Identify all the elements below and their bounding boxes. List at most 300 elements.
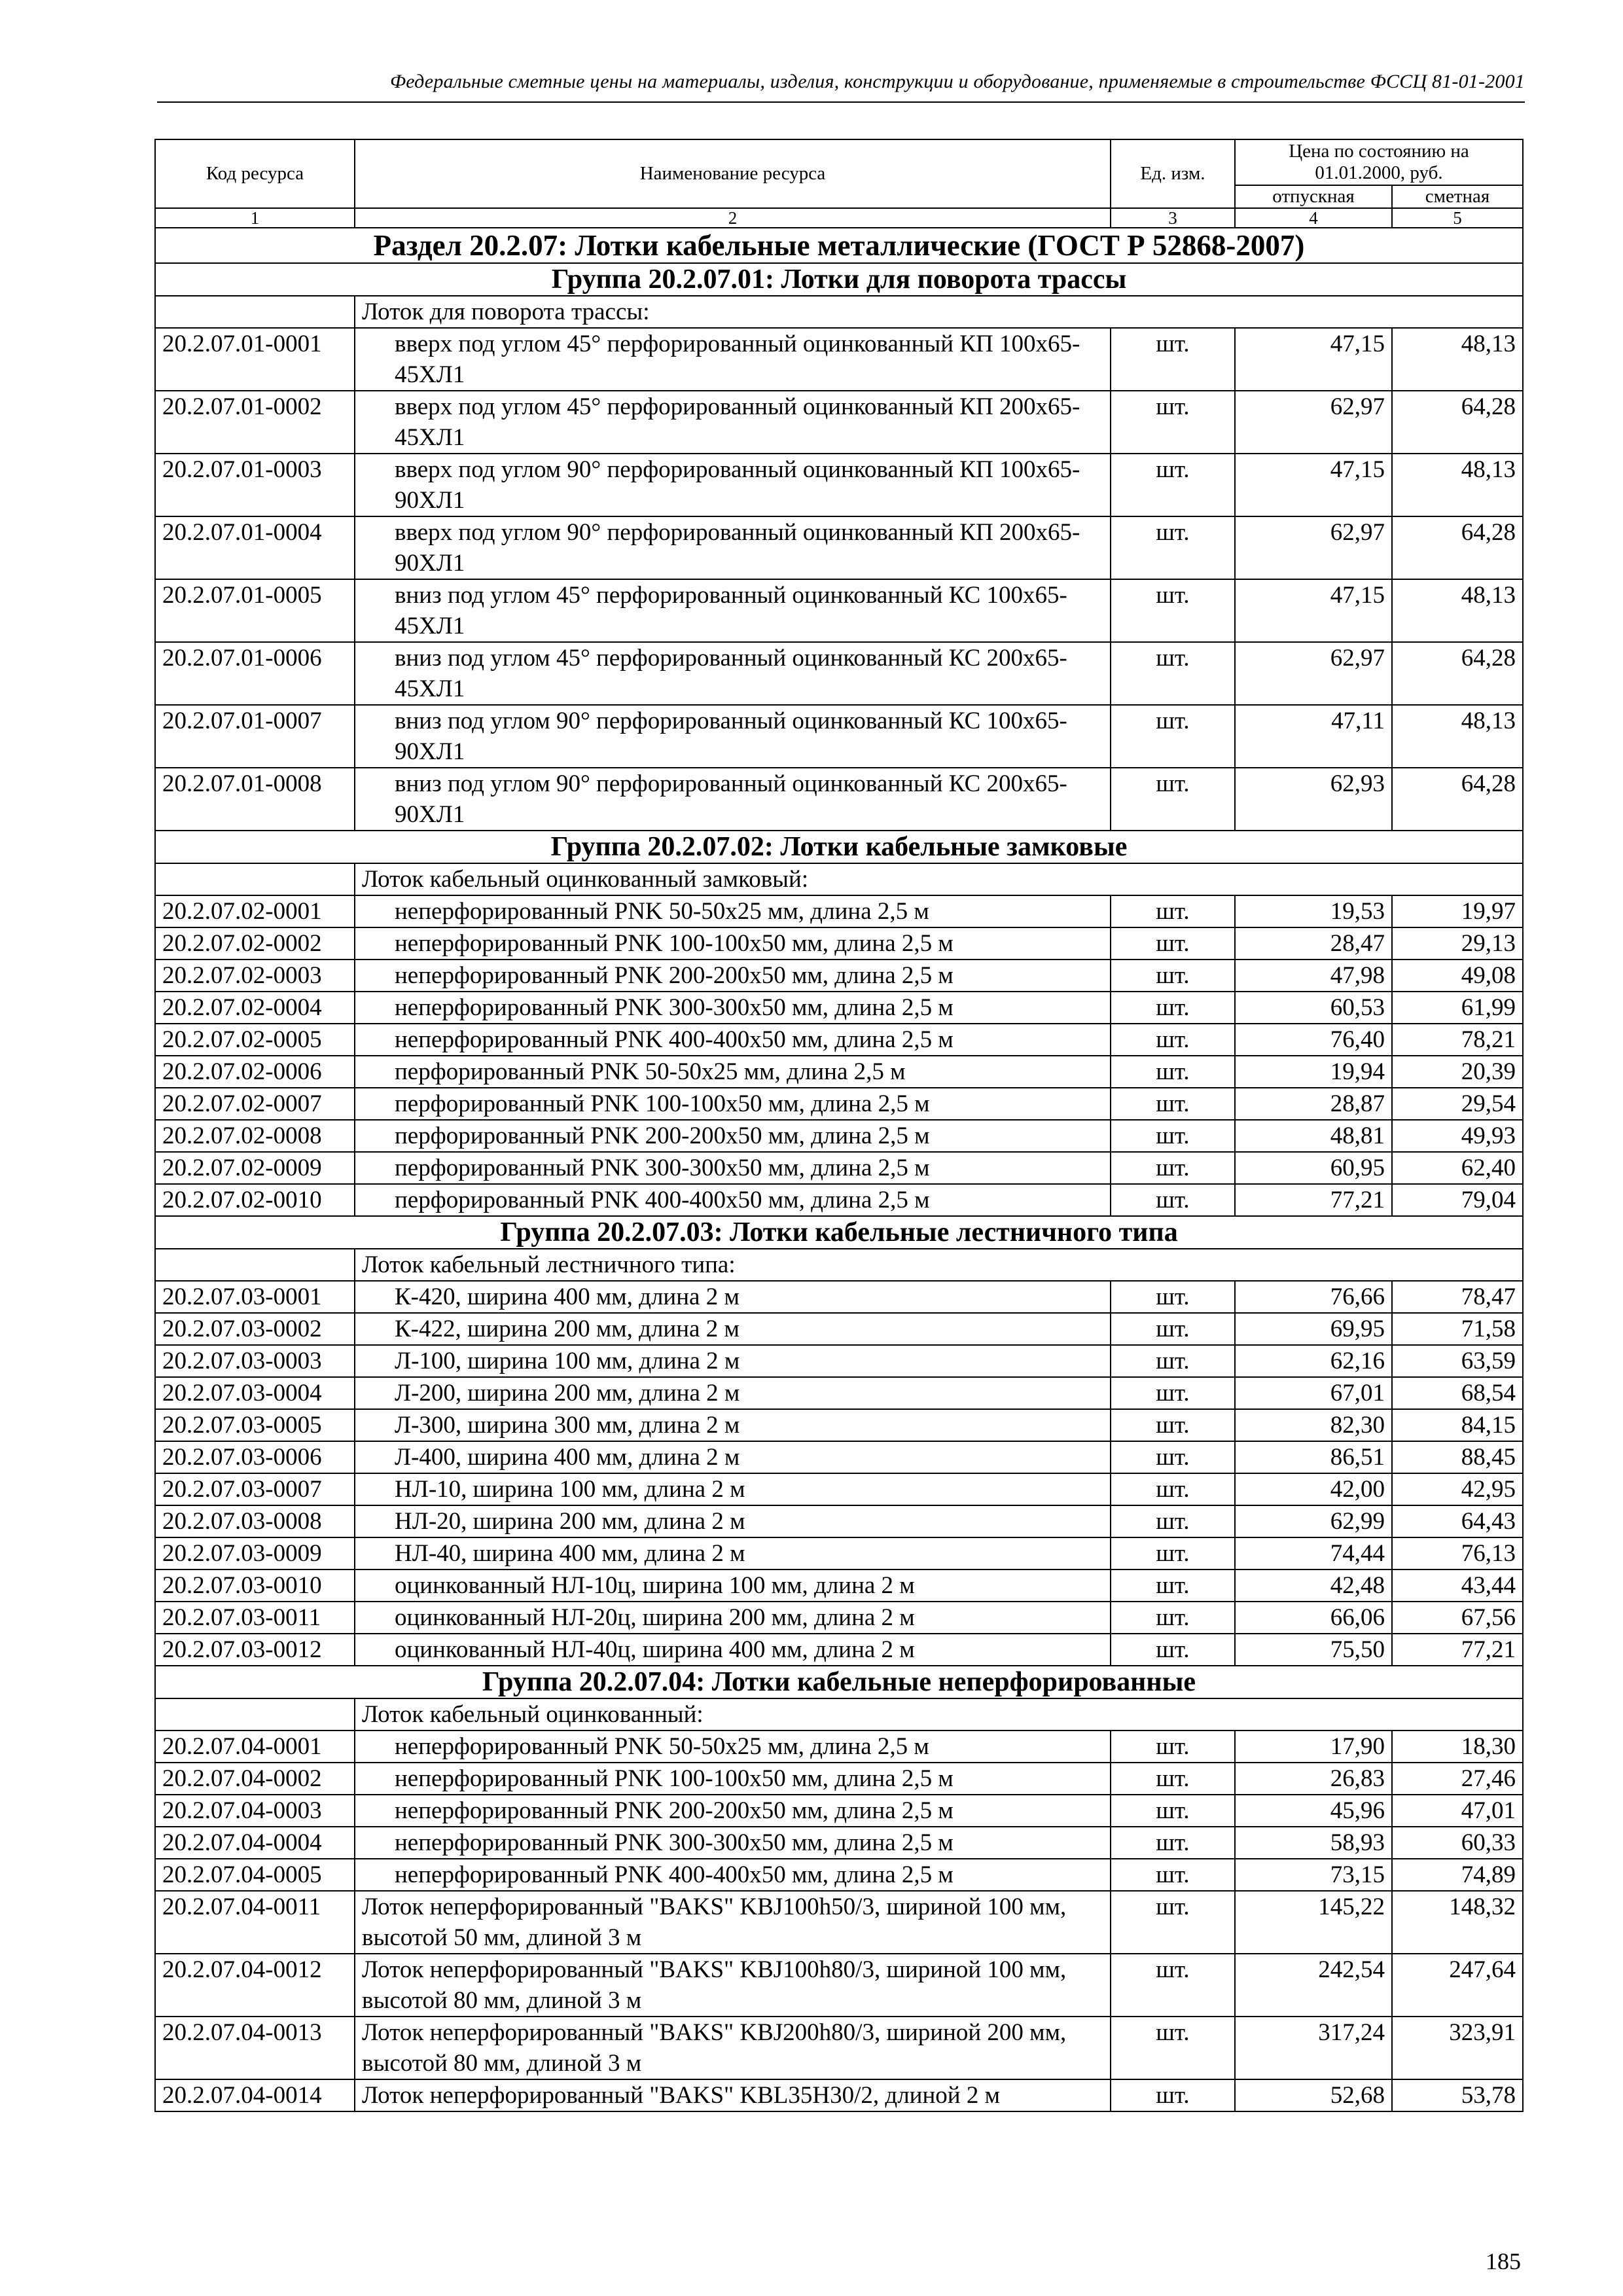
resource-name	[355, 1795, 1111, 1827]
estimate-price: 323,91	[1392, 2017, 1523, 2079]
unit-cell: шт.	[1111, 1505, 1235, 1537]
resource-name	[355, 1088, 1111, 1120]
resource-code: 20.2.07.02-0005	[155, 1024, 355, 1056]
unit-cell: шт.	[1111, 2017, 1235, 2079]
resource-name-text: Лоток неперфорированный "BAKS" KBL35H30/2, длиной 2 м	[362, 2082, 1000, 2109]
resource-name-text: Лоток неперфорированный "BAKS" KBJ100h50/3, шириной 100 мм, высотой 50 мм, длиной 3 м	[362, 1893, 1067, 1951]
unit-cell: шт.	[1111, 1891, 1235, 1954]
unit-cell: шт.	[1111, 1954, 1235, 2017]
resource-name	[355, 1184, 1111, 1216]
resource-code: 20.2.07.02-0004	[155, 992, 355, 1024]
release-price: 77,21	[1235, 1184, 1392, 1216]
table-row	[155, 1024, 1523, 1056]
resource-name-text: неперфорированный PNK 100-100х50 мм, длина 2,5 м	[395, 930, 954, 957]
estimate-price: 78,47	[1392, 1281, 1523, 1313]
estimate-price: 29,13	[1392, 927, 1523, 960]
estimate-price: 68,54	[1392, 1377, 1523, 1409]
release-price: 69,95	[1235, 1313, 1392, 1345]
resource-name-text: перфорированный PNK 200-200х50 мм, длина 2,5 м	[395, 1122, 930, 1149]
unit-cell: шт.	[1111, 927, 1235, 960]
resource-code: 20.2.07.03-0003	[155, 1345, 355, 1377]
group-row	[155, 831, 1523, 863]
resource-name-text: НЛ-40, ширина 400 мм, длина 2 м	[395, 1540, 745, 1567]
table-row	[155, 454, 1523, 516]
resource-name	[355, 642, 1111, 705]
resource-name-text: неперфорированный PNK 300-300х50 мм, длина 2,5 м	[395, 994, 954, 1021]
table-body	[155, 228, 1523, 2111]
resource-code: 20.2.07.04-0011	[155, 1891, 355, 1954]
resource-name	[355, 1409, 1111, 1441]
resource-name	[355, 1152, 1111, 1184]
table-row	[155, 1088, 1523, 1120]
resource-name-text: неперфорированный PNK 200-200х50 мм, длина 2,5 м	[395, 1797, 954, 1824]
release-price: 60,95	[1235, 1152, 1392, 1184]
resource-code: 20.2.07.01-0001	[155, 328, 355, 391]
empty-cell	[155, 863, 355, 895]
resource-code: 20.2.07.01-0005	[155, 579, 355, 642]
table-row	[155, 1570, 1523, 1602]
subheading-row	[155, 1698, 1523, 1731]
unit-cell: шт.	[1111, 516, 1235, 579]
resource-code: 20.2.07.02-0001	[155, 895, 355, 927]
estimate-price: 148,32	[1392, 1891, 1523, 1954]
resource-code: 20.2.07.04-0012	[155, 1954, 355, 2017]
table-row	[155, 1795, 1523, 1827]
resource-code: 20.2.07.02-0007	[155, 1088, 355, 1120]
table-row	[155, 579, 1523, 642]
unit-cell: шт.	[1111, 1570, 1235, 1602]
table-row	[155, 642, 1523, 705]
estimate-price: 60,33	[1392, 1827, 1523, 1859]
resource-code: 20.2.07.04-0002	[155, 1763, 355, 1795]
resource-name	[355, 1954, 1111, 2017]
resource-code: 20.2.07.01-0007	[155, 705, 355, 768]
release-price: 62,97	[1235, 391, 1392, 454]
table-row	[155, 1731, 1523, 1763]
unit-cell: шт.	[1111, 1313, 1235, 1345]
resource-name-text: вверх под углом 90° перфорированный оцинкованный КП 100х65-90ХЛ1	[395, 456, 1080, 514]
table-row	[155, 927, 1523, 960]
estimate-price: 64,28	[1392, 768, 1523, 831]
estimate-price: 42,95	[1392, 1473, 1523, 1505]
resource-name-text: неперфорированный PNK 50-50х25 мм, длина 2,5 м	[395, 898, 929, 925]
resource-name-text: оцинкованный НЛ-40ц, ширина 400 мм, длина 2 м	[395, 1636, 915, 1663]
unit-cell: шт.	[1111, 328, 1235, 391]
resource-name-text: вниз под углом 45° перфорированный оцинкованный КС 200х65-45ХЛ1	[395, 645, 1067, 702]
unit-cell: шт.	[1111, 2079, 1235, 2111]
release-price: 86,51	[1235, 1441, 1392, 1473]
release-price: 75,50	[1235, 1634, 1392, 1666]
resource-code: 20.2.07.03-0005	[155, 1409, 355, 1441]
estimate-price: 77,21	[1392, 1634, 1523, 1666]
release-price: 26,83	[1235, 1763, 1392, 1795]
table-row	[155, 1409, 1523, 1441]
subheading-row	[155, 1249, 1523, 1281]
table-row	[155, 705, 1523, 768]
unit-cell: шт.	[1111, 1056, 1235, 1088]
estimate-price: 64,43	[1392, 1505, 1523, 1537]
resource-name	[355, 960, 1111, 992]
table-row	[155, 1891, 1523, 1954]
resource-code: 20.2.07.04-0001	[155, 1731, 355, 1763]
unit-cell: шт.	[1111, 1184, 1235, 1216]
group-row	[155, 1216, 1523, 1249]
resource-code: 20.2.07.04-0004	[155, 1827, 355, 1859]
release-price: 62,16	[1235, 1345, 1392, 1377]
col-header-release: отпускная	[1235, 185, 1392, 208]
table-row	[155, 328, 1523, 391]
estimate-price: 74,89	[1392, 1859, 1523, 1891]
table-row	[155, 1313, 1523, 1345]
unit-cell: шт.	[1111, 1409, 1235, 1441]
estimate-price: 47,01	[1392, 1795, 1523, 1827]
resource-name	[355, 992, 1111, 1024]
table-row	[155, 1537, 1523, 1570]
resource-name-text: неперфорированный PNK 400-400х50 мм, длина 2,5 м	[395, 1026, 954, 1053]
estimate-price: 20,39	[1392, 1056, 1523, 1088]
resource-name-text: Лоток неперфорированный "BAKS" KBJ200h80/3, шириной 200 мм, высотой 80 мм, длиной 3 м	[362, 2019, 1067, 2077]
unit-cell: шт.	[1111, 768, 1235, 831]
estimate-price: 88,45	[1392, 1441, 1523, 1473]
estimate-price: 78,21	[1392, 1024, 1523, 1056]
resource-code: 20.2.07.04-0005	[155, 1859, 355, 1891]
table-row	[155, 1441, 1523, 1473]
col-number: 2	[355, 208, 1111, 228]
resource-code: 20.2.07.02-0010	[155, 1184, 355, 1216]
table-row	[155, 895, 1523, 927]
resource-name	[355, 391, 1111, 454]
release-price: 62,93	[1235, 768, 1392, 831]
unit-cell: шт.	[1111, 1763, 1235, 1795]
resource-name	[355, 1441, 1111, 1473]
release-price: 48,81	[1235, 1120, 1392, 1152]
section-row	[155, 228, 1523, 263]
release-price: 45,96	[1235, 1795, 1392, 1827]
unit-cell: шт.	[1111, 1795, 1235, 1827]
release-price: 66,06	[1235, 1602, 1392, 1634]
empty-cell	[155, 1249, 355, 1281]
estimate-price: 62,40	[1392, 1152, 1523, 1184]
unit-cell: шт.	[1111, 1441, 1235, 1473]
release-price: 242,54	[1235, 1954, 1392, 2017]
estimate-price: 84,15	[1392, 1409, 1523, 1441]
resource-code: 20.2.07.02-0008	[155, 1120, 355, 1152]
resource-name-text: перфорированный PNK 300-300х50 мм, длина 2,5 м	[395, 1155, 930, 1181]
running-header: Федеральные сметные цены на материалы, изделия, конструкции и оборудование, применяемые в строительстве ФССЦ 81-01-2001	[389, 71, 1525, 92]
resource-code: 20.2.07.01-0002	[155, 391, 355, 454]
unit-cell: шт.	[1111, 1024, 1235, 1056]
estimate-price: 53,78	[1392, 2079, 1523, 2111]
release-price: 74,44	[1235, 1537, 1392, 1570]
resource-name	[355, 1056, 1111, 1088]
resource-name	[355, 1377, 1111, 1409]
resource-name-text: вверх под углом 90° перфорированный оцинкованный КП 200х65-90ХЛ1	[395, 519, 1080, 577]
group-row	[155, 263, 1523, 296]
group-row	[155, 1666, 1523, 1698]
resource-name	[355, 579, 1111, 642]
col-number: 1	[155, 208, 355, 228]
group-subheading: Лоток для поворота трассы:	[355, 296, 1523, 328]
table-row	[155, 1827, 1523, 1859]
estimate-price: 64,28	[1392, 516, 1523, 579]
release-price: 67,01	[1235, 1377, 1392, 1409]
resource-name-text: НЛ-10, ширина 100 мм, длина 2 м	[395, 1476, 745, 1503]
subheading-row	[155, 296, 1523, 328]
resource-name	[355, 1345, 1111, 1377]
unit-cell: шт.	[1111, 1537, 1235, 1570]
resource-name-text: перфорированный PNK 100-100х50 мм, длина 2,5 м	[395, 1090, 930, 1117]
release-price: 42,00	[1235, 1473, 1392, 1505]
resource-name	[355, 1731, 1111, 1763]
resource-name-text: Л-100, ширина 100 мм, длина 2 м	[395, 1348, 740, 1374]
table-row	[155, 768, 1523, 831]
table-row	[155, 1602, 1523, 1634]
resource-code: 20.2.07.01-0008	[155, 768, 355, 831]
release-price: 76,66	[1235, 1281, 1392, 1313]
group-title: Группа 20.2.07.01: Лотки для поворота трассы	[155, 263, 1523, 296]
resource-code: 20.2.07.04-0014	[155, 2079, 355, 2111]
estimate-price: 48,13	[1392, 454, 1523, 516]
estimate-price: 64,28	[1392, 391, 1523, 454]
release-price: 73,15	[1235, 1859, 1392, 1891]
resource-name	[355, 516, 1111, 579]
resource-name-text: перфорированный PNK 400-400х50 мм, длина 2,5 м	[395, 1187, 930, 1213]
release-price: 317,24	[1235, 2017, 1392, 2079]
resource-name	[355, 1827, 1111, 1859]
release-price: 60,53	[1235, 992, 1392, 1024]
unit-cell: шт.	[1111, 391, 1235, 454]
table-row	[155, 1281, 1523, 1313]
table-row	[155, 992, 1523, 1024]
resource-name	[355, 1570, 1111, 1602]
resource-name	[355, 1505, 1111, 1537]
estimate-price: 27,46	[1392, 1763, 1523, 1795]
release-price: 47,11	[1235, 705, 1392, 768]
group-title: Группа 20.2.07.02: Лотки кабельные замковые	[155, 831, 1523, 863]
release-price: 28,47	[1235, 927, 1392, 960]
resource-name	[355, 1763, 1111, 1795]
estimate-price: 18,30	[1392, 1731, 1523, 1763]
unit-cell: шт.	[1111, 454, 1235, 516]
estimate-price: 43,44	[1392, 1570, 1523, 1602]
resource-name-text: НЛ-20, ширина 200 мм, длина 2 м	[395, 1508, 745, 1535]
resource-name-text: оцинкованный НЛ-10ц, ширина 100 мм, длина 2 м	[395, 1572, 915, 1599]
resource-name	[355, 1859, 1111, 1891]
estimate-price: 61,99	[1392, 992, 1523, 1024]
release-price: 82,30	[1235, 1409, 1392, 1441]
estimate-price: 64,28	[1392, 642, 1523, 705]
estimate-price: 63,59	[1392, 1345, 1523, 1377]
col-header-code: Код ресурса	[155, 139, 355, 208]
unit-cell: шт.	[1111, 1634, 1235, 1666]
release-price: 47,15	[1235, 579, 1392, 642]
table-row	[155, 1954, 1523, 2017]
empty-cell	[155, 1698, 355, 1731]
resource-code: 20.2.07.03-0002	[155, 1313, 355, 1345]
resource-name	[355, 1891, 1111, 1954]
table-row	[155, 1763, 1523, 1795]
resource-name	[355, 1634, 1111, 1666]
unit-cell: шт.	[1111, 992, 1235, 1024]
resource-name	[355, 768, 1111, 831]
estimate-price: 48,13	[1392, 579, 1523, 642]
resource-name	[355, 1281, 1111, 1313]
resource-code: 20.2.07.03-0008	[155, 1505, 355, 1537]
resource-name	[355, 328, 1111, 391]
table-header	[155, 139, 1523, 228]
unit-cell: шт.	[1111, 1152, 1235, 1184]
estimate-price: 49,08	[1392, 960, 1523, 992]
unit-cell: шт.	[1111, 1088, 1235, 1120]
estimate-price: 67,56	[1392, 1602, 1523, 1634]
resource-name-text: неперфорированный PNK 400-400х50 мм, длина 2,5 м	[395, 1861, 954, 1888]
unit-cell: шт.	[1111, 960, 1235, 992]
resource-code: 20.2.07.03-0004	[155, 1377, 355, 1409]
table-row	[155, 1859, 1523, 1891]
release-price: 62,97	[1235, 516, 1392, 579]
price-table	[154, 139, 1524, 2112]
release-price: 42,48	[1235, 1570, 1392, 1602]
release-price: 17,90	[1235, 1731, 1392, 1763]
estimate-price: 48,13	[1392, 705, 1523, 768]
table-row	[155, 1473, 1523, 1505]
release-price: 76,40	[1235, 1024, 1392, 1056]
table-row	[155, 1056, 1523, 1088]
table-row	[155, 1634, 1523, 1666]
resource-code: 20.2.07.04-0013	[155, 2017, 355, 2079]
table-row	[155, 2017, 1523, 2079]
table-row	[155, 2079, 1523, 2111]
resource-code: 20.2.07.02-0009	[155, 1152, 355, 1184]
table-row	[155, 516, 1523, 579]
table-row	[155, 1184, 1523, 1216]
resource-name	[355, 1473, 1111, 1505]
resource-code: 20.2.07.03-0010	[155, 1570, 355, 1602]
resource-code: 20.2.07.03-0011	[155, 1602, 355, 1634]
estimate-price: 71,58	[1392, 1313, 1523, 1345]
resource-name-text: перфорированный PNK 50-50х25 мм, длина 2,5 м	[395, 1058, 906, 1085]
unit-cell: шт.	[1111, 1602, 1235, 1634]
resource-name	[355, 454, 1111, 516]
resource-code: 20.2.07.01-0003	[155, 454, 355, 516]
unit-cell: шт.	[1111, 1345, 1235, 1377]
page-number: 185	[1486, 2248, 1521, 2274]
unit-cell: шт.	[1111, 895, 1235, 927]
group-title: Группа 20.2.07.04: Лотки кабельные неперфорированные	[155, 1666, 1523, 1698]
resource-name	[355, 1537, 1111, 1570]
col-header-estimate: сметная	[1392, 185, 1523, 208]
estimate-price: 19,97	[1392, 895, 1523, 927]
resource-name-text: неперфорированный PNK 100-100х50 мм, длина 2,5 м	[395, 1765, 954, 1792]
resource-name	[355, 1313, 1111, 1345]
release-price: 47,15	[1235, 328, 1392, 391]
col-header-price: Цена по состоянию на 01.01.2000, руб.	[1235, 139, 1523, 185]
release-price: 52,68	[1235, 2079, 1392, 2111]
resource-name	[355, 1024, 1111, 1056]
release-price: 58,93	[1235, 1827, 1392, 1859]
resource-name-text: Л-300, ширина 300 мм, длина 2 м	[395, 1412, 740, 1439]
col-number: 4	[1235, 208, 1392, 228]
release-price: 145,22	[1235, 1891, 1392, 1954]
resource-name	[355, 705, 1111, 768]
resource-name-text: К-420, ширина 400 мм, длина 2 м	[395, 1283, 740, 1310]
resource-code: 20.2.07.03-0012	[155, 1634, 355, 1666]
resource-name-text: вниз под углом 45° перфорированный оцинкованный КС 100х65-45ХЛ1	[395, 582, 1067, 639]
estimate-price: 76,13	[1392, 1537, 1523, 1570]
unit-cell: шт.	[1111, 642, 1235, 705]
empty-cell	[155, 296, 355, 328]
resource-name	[355, 2017, 1111, 2079]
unit-cell: шт.	[1111, 1731, 1235, 1763]
col-number: 3	[1111, 208, 1235, 228]
resource-name	[355, 1120, 1111, 1152]
table-row	[155, 960, 1523, 992]
unit-cell: шт.	[1111, 705, 1235, 768]
group-subheading: Лоток кабельный оцинкованный замковый:	[355, 863, 1523, 895]
resource-name-text: неперфорированный PNK 300-300х50 мм, длина 2,5 м	[395, 1829, 954, 1856]
col-number: 5	[1392, 208, 1523, 228]
estimate-price: 49,93	[1392, 1120, 1523, 1152]
resource-name-text: Л-200, ширина 200 мм, длина 2 м	[395, 1380, 740, 1407]
release-price: 19,53	[1235, 895, 1392, 927]
resource-code: 20.2.07.03-0009	[155, 1537, 355, 1570]
resource-code: 20.2.07.02-0002	[155, 927, 355, 960]
resource-code: 20.2.07.02-0003	[155, 960, 355, 992]
header-rule	[157, 101, 1525, 103]
resource-name	[355, 927, 1111, 960]
table-row	[155, 1345, 1523, 1377]
release-price: 47,15	[1235, 454, 1392, 516]
resource-name-text: вверх под углом 45° перфорированный оцинкованный КП 100х65-45ХЛ1	[395, 331, 1080, 388]
estimate-price: 48,13	[1392, 328, 1523, 391]
resource-name-text: вниз под углом 90° перфорированный оцинкованный КС 100х65-90ХЛ1	[395, 708, 1067, 765]
unit-cell: шт.	[1111, 1377, 1235, 1409]
resource-code: 20.2.07.01-0004	[155, 516, 355, 579]
table-row	[155, 1377, 1523, 1409]
resource-name	[355, 2079, 1111, 2111]
unit-cell: шт.	[1111, 1120, 1235, 1152]
resource-name-text: неперфорированный PNK 50-50х25 мм, длина 2,5 м	[395, 1733, 929, 1760]
resource-code: 20.2.07.04-0003	[155, 1795, 355, 1827]
col-header-unit: Ед. изм.	[1111, 139, 1235, 208]
release-price: 19,94	[1235, 1056, 1392, 1088]
table-row	[155, 391, 1523, 454]
resource-name	[355, 1602, 1111, 1634]
estimate-price: 29,54	[1392, 1088, 1523, 1120]
resource-name-text: Лоток неперфорированный "BAKS" KBJ100h80/3, шириной 100 мм, высотой 80 мм, длиной 3 м	[362, 1956, 1067, 2014]
group-title: Группа 20.2.07.03: Лотки кабельные лестничного типа	[155, 1216, 1523, 1249]
table-row	[155, 1152, 1523, 1184]
subheading-row	[155, 863, 1523, 895]
unit-cell: шт.	[1111, 579, 1235, 642]
resource-name-text: вниз под углом 90° перфорированный оцинкованный КС 200х65-90ХЛ1	[395, 770, 1067, 828]
table-row	[155, 1505, 1523, 1537]
unit-cell: шт.	[1111, 1473, 1235, 1505]
resource-code: 20.2.07.03-0006	[155, 1441, 355, 1473]
col-header-name: Наименование ресурса	[355, 139, 1111, 208]
resource-code: 20.2.07.02-0006	[155, 1056, 355, 1088]
unit-cell: шт.	[1111, 1859, 1235, 1891]
unit-cell: шт.	[1111, 1281, 1235, 1313]
release-price: 47,98	[1235, 960, 1392, 992]
resource-code: 20.2.07.01-0006	[155, 642, 355, 705]
release-price: 28,87	[1235, 1088, 1392, 1120]
release-price: 62,97	[1235, 642, 1392, 705]
resource-name-text: оцинкованный НЛ-20ц, ширина 200 мм, длина 2 м	[395, 1604, 915, 1631]
resource-name-text: К-422, ширина 200 мм, длина 2 м	[395, 1316, 740, 1342]
section-title: Раздел 20.2.07: Лотки кабельные металлические (ГОСТ Р 52868-2007)	[155, 228, 1523, 263]
resource-name	[355, 895, 1111, 927]
